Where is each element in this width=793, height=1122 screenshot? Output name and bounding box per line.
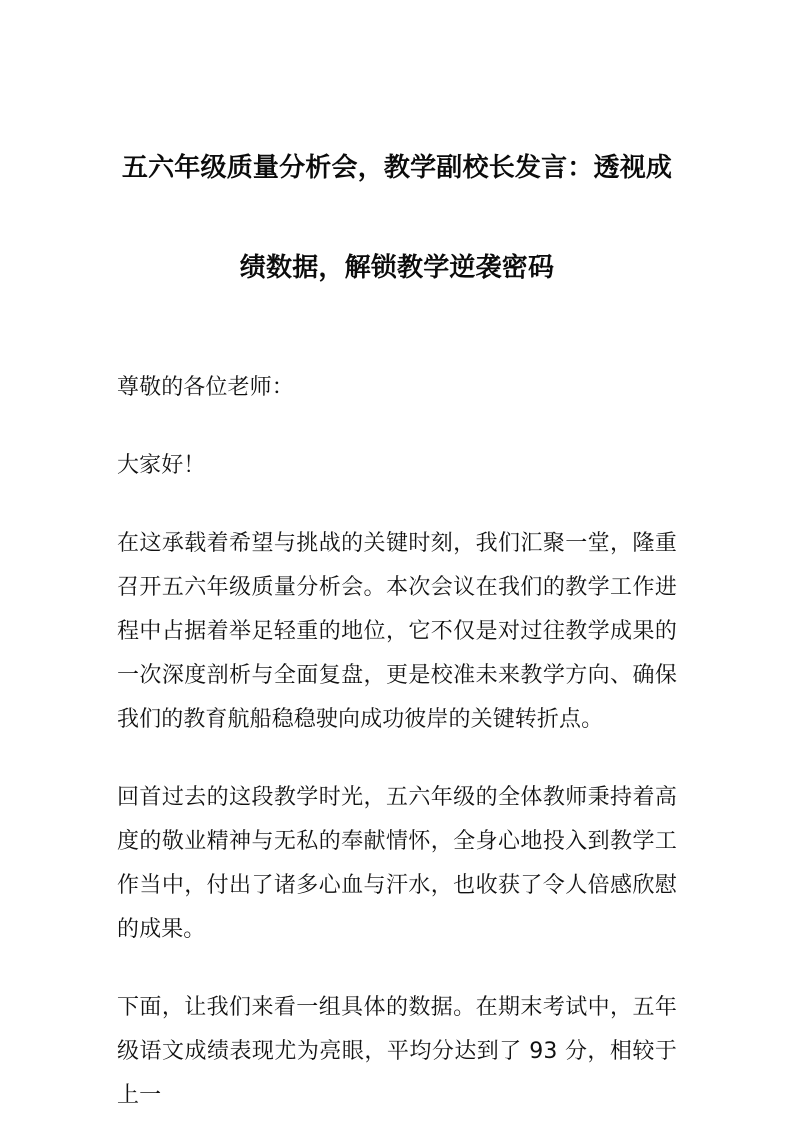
page-title: 五六年级质量分析会，教学副校长发言：透视成绩数据，解锁教学逆袭密码	[121, 153, 673, 283]
body-paragraph-1: 在这承载着希望与挑战的关键时刻，我们汇聚一堂，隆重召开五六年级质量分析会。本次会议在我们的教学工作进程中占据着举足轻重的地位，它不仅是对过往教学成果的一次深度剖析与全面复盘，更是校准未来教学方向、确保我们的教育航船稳稳驶向成功彼岸的关键转折点。	[117, 531, 677, 732]
greeting: 大家好！	[117, 453, 206, 478]
body-paragraph-3: 下面，让我们来看一组具体的数据。在期末考试中，五年级语文成绩表现尤为亮眼，平均分达到了 93 分，相较于上一	[117, 995, 677, 1108]
salutation: 尊敬的各位老师：	[117, 375, 294, 400]
body-paragraph-2: 回首过去的这段教学时光，五六年级的全体教师秉持着高度的敬业精神与无私的奉献情怀，全身心地投入到教学工作当中，付出了诸多心血与汗水，也收获了令人倍感欣慰的成果。	[117, 785, 677, 942]
document-content	[117, 0, 677, 1118]
